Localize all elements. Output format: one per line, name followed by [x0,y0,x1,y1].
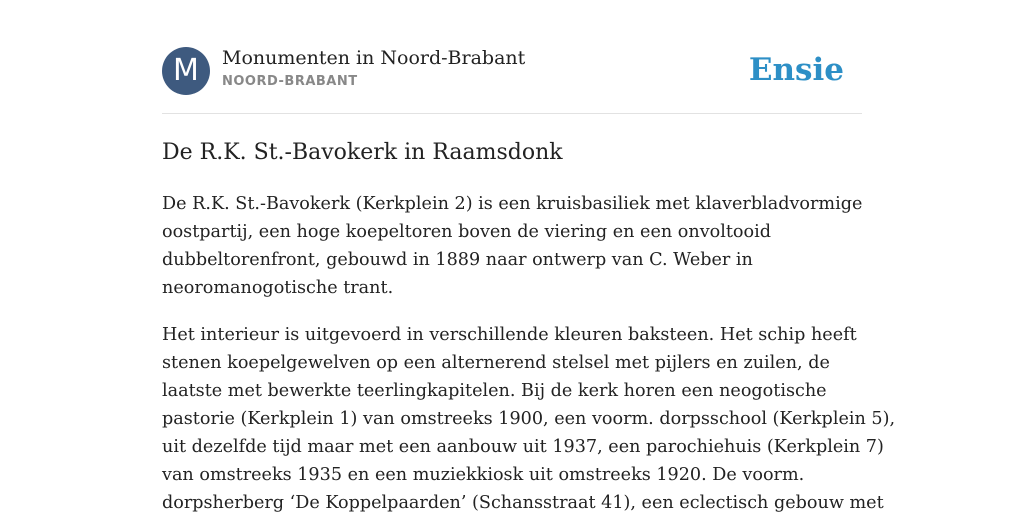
brand-logo[interactable]: Ensie [748,52,844,88]
paragraph-line: dubbeltorenfront, gebouwd in 1889 naar ontwerp van C. Weber in [162,250,753,270]
paragraph-line: De R.K. St.-Bavokerk (Kerkplein 2) is een kruisbasiliek met klaverbladvormige [162,194,863,214]
article-paragraph-1 [162,190,862,302]
article-body [162,190,896,512]
article-title: De R.K. St.-Bavokerk in Raamsdonk [162,140,563,165]
site-title-link[interactable]: Monumenten in Noord-Brabant [222,47,526,69]
paragraph-line: stenen koepelgewelven op een alternerend stelsel met pijlers en zuilen, de [162,353,830,373]
paragraph-line: oostpartij, een hoge koepeltoren boven de viering en een onvoltooid [162,222,772,242]
site-header [162,46,862,96]
article-paragraph-2 [162,321,896,512]
header-divider [162,113,862,114]
paragraph-line: neoromanogotische trant. [162,278,394,298]
avatar[interactable]: M [162,47,210,95]
site-subtitle-link[interactable]: NOORD-BRABANT [222,74,358,89]
paragraph-line: uit dezelfde tijd maar met een aanbouw uit 1937, een parochiehuis (Kerkplein 7) [162,437,884,457]
paragraph-line: pastorie (Kerkplein 1) van omstreeks 1900, een voorm. dorpsschool (Kerkplein 5), [162,409,896,429]
paragraph-line: dorpsherberg ‘De Koppelpaarden’ (Schansstraat 41), een eclectisch gebouw met [162,493,884,512]
paragraph-line: Het interieur is uitgevoerd in verschillende kleuren baksteen. Het schip heeft [162,325,857,345]
paragraph-line: laatste met bewerkte teerlingkapitelen. Bij de kerk horen een neogotische [162,381,827,401]
paragraph-line: van omstreeks 1935 en een muziekkiosk uit omstreeks 1920. De voorm. [162,465,805,485]
